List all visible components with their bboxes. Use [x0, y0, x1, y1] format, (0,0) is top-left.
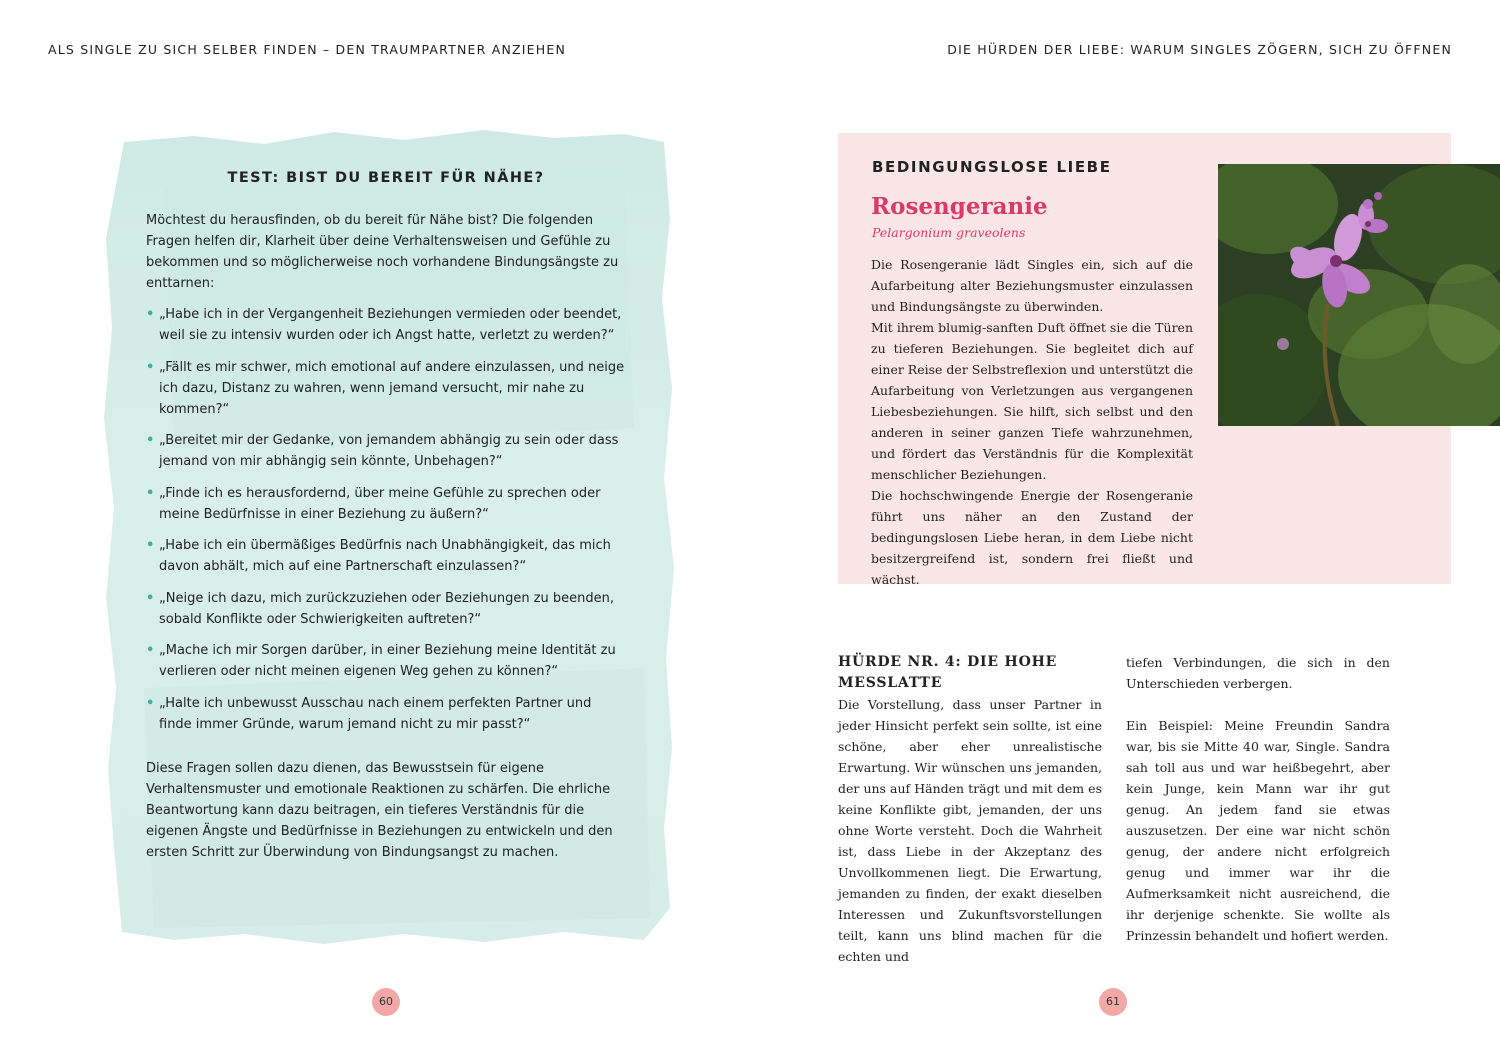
test-title: TEST: BIST DU BEREIT FÜR NÄHE?: [227, 170, 545, 186]
question-text: „Neige ich dazu, mich zurückzuziehen oder Beziehungen zu beenden, sobald Konflikte oder Schwierigkeiten auftreten?“: [159, 590, 615, 627]
section-paragraph: Die Vorstellung, dass unser Partner in jeder Hinsicht perfekt sein sollte, ist eine schöne, aber eher unrealistische Erwartung. Wir wünschen uns jemanden, der uns auf Händen trägt und mit dem es keine Konflikte gibt, jemanden, der uns ohne Worte versteht. Doch die Wahrheit ist, dass Liebe in der Akzeptanz des Unvollkommenen liegt. Die Erwartung, jemanden zu finden, der exakt dieselben Interessen und Zukunftsvorstellungen teilt, kann uns blind machen für die echten und: [838, 697, 1102, 964]
list-item: [146, 535, 626, 577]
question-text: „Habe ich in der Vergangenheit Beziehungen vermieden oder beendet, weil sie zu intensiv wurden oder ich Angst hatte, verletzt zu werden?“: [159, 307, 622, 343]
question-text: „Bereitet mir der Gedanke, von jemandem abhängig zu sein oder dass jemand von mir abhängig sein könnte, Unbehagen?“: [159, 433, 619, 469]
page-number-right: 61: [1099, 988, 1127, 1016]
bullet-icon: •: [146, 590, 155, 606]
text-column-right: [1126, 652, 1390, 946]
list-item: [146, 588, 626, 630]
plant-paragraph: Die Rosengeranie lädt Singles ein, sich auf die Aufarbeitung alter Beziehungsmuster einzulassen und Bindungsängste zu überwinden.: [871, 257, 1193, 314]
readiness-test: [146, 168, 626, 863]
running-header-left: ALS SINGLE ZU SICH SELBER FINDEN – DEN TRAUMPARTNER ANZIEHEN: [48, 42, 567, 57]
geranium-photo: [1218, 164, 1500, 426]
bullet-icon: •: [146, 538, 155, 553]
running-header-right: DIE HÜRDEN DER LIEBE: WARUM SINGLES ZÖGERN, SICH ZU ÖFFNEN: [947, 42, 1452, 57]
bullet-icon: •: [146, 485, 155, 501]
question-text: „Fällt es mir schwer, mich emotional auf andere einzulassen, und neige ich dazu, Distanz zu wahren, wenn jemand versucht, mir nahe zu kommen?“: [159, 359, 625, 417]
list-item: [146, 693, 626, 735]
section-heading: HÜRDE NR. 4: DIE HOHE MESSLATTE: [838, 654, 1058, 691]
list-item: [146, 483, 626, 525]
question-list: [146, 304, 626, 735]
plant-name: Rosengeranie: [871, 193, 1048, 220]
bullet-icon: •: [146, 433, 155, 448]
bullet-icon: •: [146, 307, 155, 322]
question-text: „Finde ich es herausfordernd, über meine Gefühle zu sprechen oder meine Bedürfnisse in einer Beziehung zu äußern?“: [159, 485, 601, 522]
test-intro: Möchtest du herausfinden, ob du bereit für Nähe bist? Die folgenden Fragen helfen dir, Klarheit über deine Verhaltensweisen und Gefühle zu bekommen und so möglicherweise noch vorhandene Bindungsängste zu enttarnen:: [146, 213, 619, 291]
plant-latin-name: Pelargonium graveolens: [872, 225, 1026, 240]
section-paragraph: tiefen Verbindungen, die sich in den Unterschieden verbergen.: [1126, 655, 1390, 691]
list-item: [146, 304, 626, 346]
list-item: [146, 430, 626, 472]
page-number-left: 60: [372, 988, 400, 1016]
section-paragraph: Ein Beispiel: Meine Freundin Sandra war, bis sie Mitte 40 war, Single. Sandra sah toll aus und war heißbegehrt, aber kein Junge, kein Mann war ihr gut genug. An jedem fand sie etwas auszusetzen. Der eine war nicht schön genug, der andere nicht erfolgreich genug und immer war ihr die Aufmerksamkeit nicht ausreichend, die ihr derjenige schenkte. Sie wollte als Prinzessin behandelt und hofiert werden.: [1126, 718, 1390, 943]
question-text: „Habe ich ein übermäßiges Bedürfnis nach Unabhängigkeit, das mich davon abhält, mich auf eine Partnerschaft einzulassen?“: [159, 538, 611, 574]
plant-description: [871, 254, 1193, 590]
list-item: [146, 640, 626, 682]
text-column-left: [838, 652, 1102, 967]
bullet-icon: •: [146, 359, 155, 375]
question-text: „Mache ich mir Sorgen darüber, in einer Beziehung meine Identität zu verlieren oder nicht meinen eigenen Weg gehen zu können?“: [159, 643, 616, 679]
list-item: [146, 357, 626, 420]
bullet-icon: •: [146, 643, 155, 658]
test-outro: Diese Fragen sollen dazu dienen, das Bewusstsein für eigene Verhaltensmuster und emotionale Reaktionen zu schärfen. Die ehrliche Beantwortung kann dazu beitragen, ein tieferes Verständnis für die eigenen Ängste und Bedürfnisse in Beziehungen zu entwickeln und den ersten Schritt zur Überwindung von Bindungsangst zu machen.: [146, 760, 613, 860]
bullet-icon: •: [146, 695, 155, 711]
plant-paragraph: Mit ihrem blumig-sanften Duft öffnet sie die Türen zu tieferen Beziehungen. Sie begleitet dich auf einer Reise der Selbstreflexion und unterstützt die Aufarbeitung von Verletzungen aus vergangenen Liebesbeziehungen. Sie hilft, sich selbst und den anderen in seiner ganzen Tiefe wahrzunehmen, und fördert das Verständnis für die Komplexität menschlicher Beziehungen.: [871, 320, 1193, 482]
plant-paragraph: Die hochschwingende Energie der Rosengeranie führt uns näher an den Zustand der bedingungslosen Liebe heran, in dem Liebe nicht besitzergreifend ist, sondern frei fließt und wächst.: [871, 488, 1193, 587]
box-heading: BEDINGUNGSLOSE LIEBE: [872, 158, 1112, 176]
question-text: „Halte ich unbewusst Ausschau nach einem perfekten Partner und finde immer Gründe, warum jemand nicht zu mir passt?“: [159, 695, 592, 732]
